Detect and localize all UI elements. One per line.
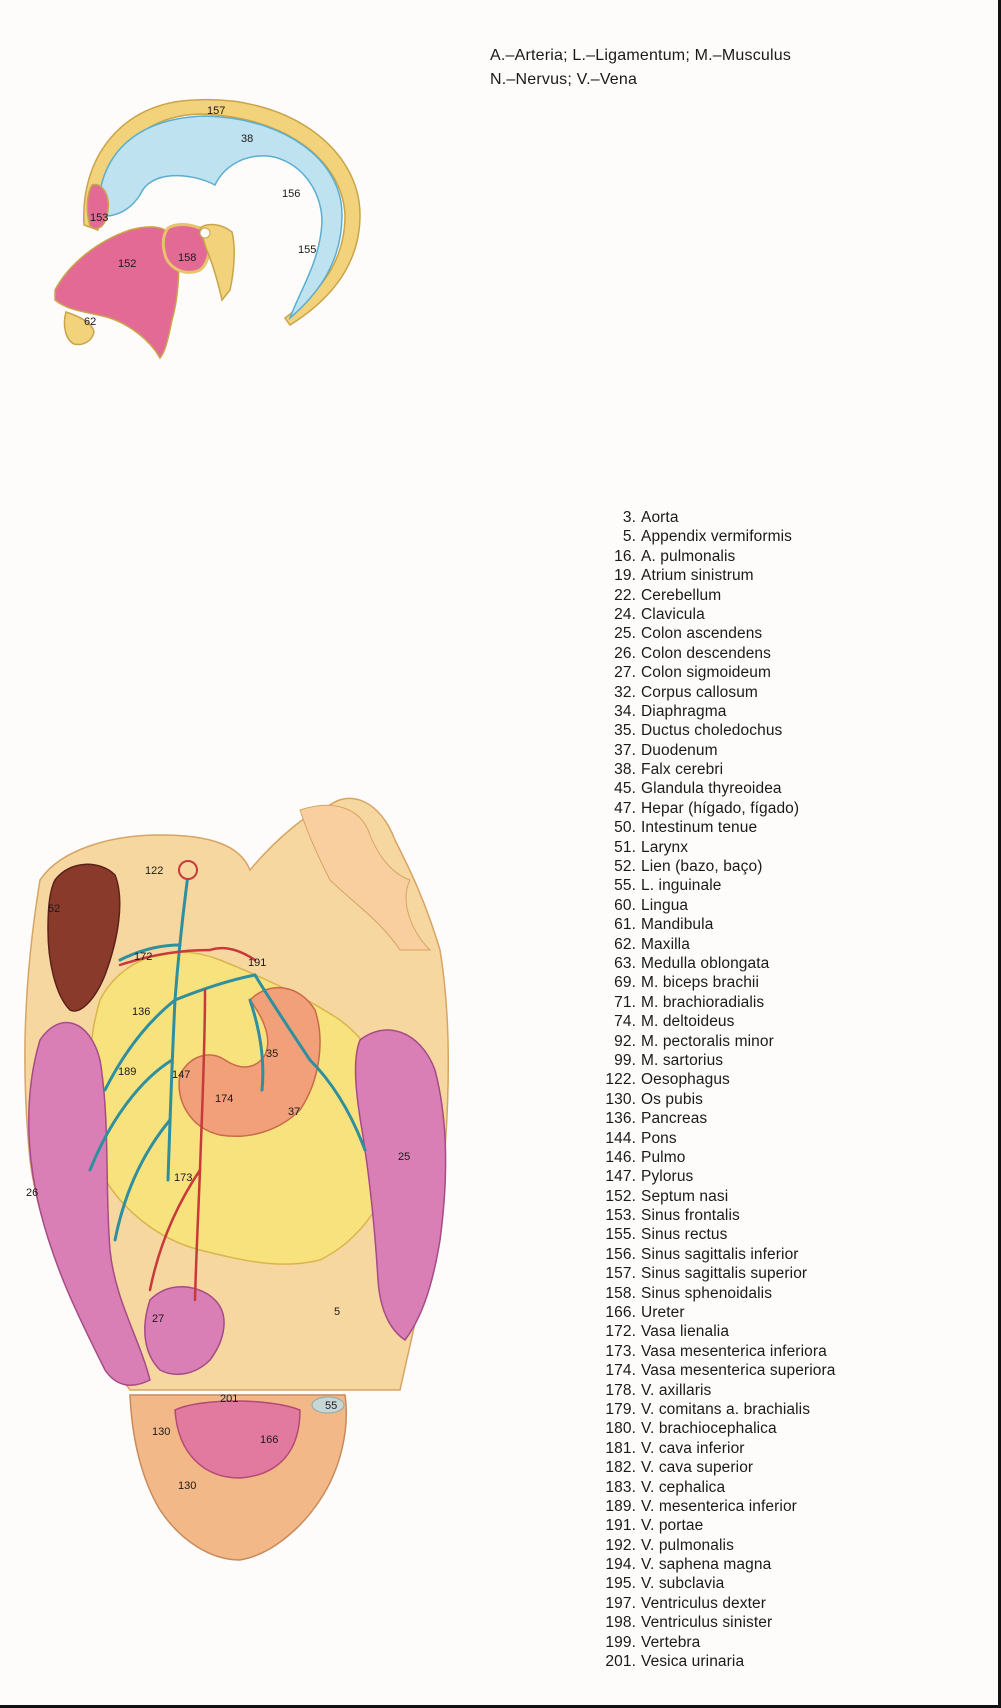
- abbreviation-line-2: N.–Nervus; V.–Vena: [490, 71, 638, 88]
- legend-number: 198.: [605, 1614, 636, 1632]
- legend-number: 194.: [605, 1556, 636, 1574]
- legend-term: Pylorus: [641, 1168, 694, 1186]
- legend-item: [596, 915, 835, 934]
- legend-number: 63.: [614, 954, 636, 972]
- label-122: 122: [145, 865, 164, 877]
- legend-number: 25.: [614, 625, 636, 643]
- label-5: 5: [334, 1306, 341, 1318]
- legend-item: [596, 779, 835, 798]
- legend-number: 146.: [605, 1148, 636, 1166]
- legend-item: [596, 818, 835, 837]
- legend-item: [596, 1032, 835, 1051]
- legend-item: [596, 799, 835, 818]
- label-35: 35: [266, 1048, 279, 1060]
- legend-number: 156.: [605, 1245, 636, 1263]
- legend-item: [596, 1167, 835, 1186]
- legend-item: [596, 1555, 835, 1574]
- legend-item: [596, 1381, 835, 1400]
- legend-term: Pons: [641, 1129, 677, 1147]
- legend-term: Vasa lienalia: [641, 1323, 730, 1341]
- legend-number: 197.: [605, 1594, 636, 1612]
- legend-number: 26.: [614, 644, 636, 662]
- label-38: 38: [241, 133, 254, 145]
- legend-number: 152.: [605, 1187, 636, 1205]
- legend-term: Ductus choledochus: [641, 722, 783, 740]
- legend-number: 24.: [614, 605, 636, 623]
- label-191: 191: [248, 957, 267, 969]
- legend-term: M. biceps brachii: [641, 974, 759, 992]
- legend-item: [596, 935, 835, 954]
- legend-term: Vesica urinaria: [641, 1653, 745, 1671]
- legend-item: [596, 547, 835, 566]
- legend-term: Sinus frontalis: [641, 1207, 740, 1225]
- legend-number: 55.: [614, 877, 636, 895]
- label-157: 157: [207, 105, 226, 117]
- legend-term: V. cava inferior: [641, 1439, 745, 1457]
- legend-term: V. mesenterica inferior: [641, 1497, 797, 1515]
- legend-term: M. brachioradialis: [641, 993, 765, 1011]
- legend-item: [596, 760, 835, 779]
- legend-term: Os pubis: [641, 1090, 703, 1108]
- legend-term: Clavicula: [641, 605, 705, 623]
- legend-item: [596, 1245, 835, 1264]
- legend-number: 189.: [605, 1497, 636, 1515]
- legend-item: [596, 1361, 835, 1380]
- legend-term: M. sartorius: [641, 1051, 724, 1069]
- legend-item: [596, 1322, 835, 1341]
- legend-number: 34.: [614, 702, 636, 720]
- label-174: 174: [215, 1093, 234, 1105]
- legend-item: [596, 1129, 835, 1148]
- label-153: 153: [90, 212, 109, 224]
- legend-term: Sinus sphenoidalis: [641, 1284, 773, 1302]
- legend-item: [596, 683, 835, 702]
- legend-item: [596, 1090, 835, 1109]
- label-130-lower: 130: [178, 1480, 197, 1492]
- legend-number: 5.: [622, 528, 636, 546]
- legend-number: 183.: [605, 1478, 636, 1496]
- legend-item: [596, 1012, 835, 1031]
- legend-number: 179.: [605, 1400, 636, 1418]
- legend-term: Ventriculus sinister: [641, 1614, 773, 1632]
- legend-item: [596, 644, 835, 663]
- label-189: 189: [118, 1066, 137, 1078]
- legend-number: 19.: [614, 567, 636, 585]
- legend-number: 52.: [614, 858, 636, 876]
- legend-term: Diaphragma: [641, 702, 727, 720]
- legend-item: [596, 876, 835, 895]
- legend-number: 92.: [614, 1032, 636, 1050]
- legend-term: V. cephalica: [641, 1478, 726, 1496]
- legend-number: 50.: [614, 819, 636, 837]
- legend-number: 69.: [614, 974, 636, 992]
- legend-number: 181.: [605, 1439, 636, 1457]
- legend-number: 178.: [605, 1381, 636, 1399]
- legend-number: 157.: [605, 1265, 636, 1283]
- legend-item: [596, 1303, 835, 1322]
- legend-term: Atrium sinistrum: [641, 567, 754, 585]
- label-52: 52: [48, 903, 61, 915]
- label-130-upper: 130: [152, 1426, 171, 1438]
- legend-number: 122.: [605, 1071, 636, 1089]
- legend-term: V. comitans a. brachialis: [641, 1400, 811, 1418]
- label-62: 62: [84, 316, 97, 328]
- label-166: 166: [260, 1434, 279, 1446]
- legend-number: 199.: [605, 1633, 636, 1651]
- oesophagus-opening: [179, 861, 197, 879]
- legend-term: Intestinum tenue: [641, 819, 758, 837]
- legend-item: [596, 605, 835, 624]
- legend-term: Sinus rectus: [641, 1226, 728, 1244]
- legend-term: Colon descendens: [641, 644, 771, 662]
- legend-item: [596, 973, 835, 992]
- legend-number: 71.: [614, 993, 636, 1011]
- legend-item: [596, 1439, 835, 1458]
- legend-number: 51.: [614, 838, 636, 856]
- legend-term: Cerebellum: [641, 586, 722, 604]
- legend-term: Colon sigmoideum: [641, 664, 771, 682]
- legend-term: Falx cerebri: [641, 761, 724, 779]
- anatomical-legend: [596, 508, 835, 1671]
- legend-term: V. cava superior: [641, 1459, 754, 1477]
- legend-item: [596, 1478, 835, 1497]
- legend-term: Colon ascendens: [641, 625, 763, 643]
- label-201: 201: [220, 1393, 239, 1405]
- legend-term: Corpus callosum: [641, 683, 758, 701]
- label-147: 147: [172, 1069, 191, 1081]
- legend-term: Aorta: [641, 509, 679, 526]
- legend-term: Duodenum: [641, 741, 718, 759]
- abbreviation-line-1: A.–Arteria; L.–Ligamentum; M.–Musculus: [490, 47, 792, 64]
- legend-item: [596, 1051, 835, 1070]
- legend-number: 180.: [605, 1420, 636, 1438]
- legend-item: [596, 1264, 835, 1283]
- legend-item: [596, 1284, 835, 1303]
- label-156: 156: [282, 188, 301, 200]
- label-158: 158: [178, 252, 197, 264]
- legend-term: V. portae: [641, 1517, 704, 1535]
- legend-item: [596, 1109, 835, 1128]
- legend-term: Hepar (hígado, fígado): [641, 799, 800, 817]
- legend-term: M. deltoideus: [641, 1013, 735, 1031]
- legend-term: Septum nasi: [641, 1187, 729, 1205]
- legend-number: 35.: [614, 722, 636, 740]
- legend-number: 130.: [605, 1090, 636, 1108]
- legend-number: 191.: [605, 1517, 636, 1535]
- legend-item: [596, 663, 835, 682]
- legend-term: L. inguinale: [641, 877, 722, 895]
- legend-term: V. subclavia: [641, 1575, 725, 1593]
- legend-number: 3.: [622, 509, 636, 526]
- legend-term: A. pulmonalis: [641, 547, 736, 565]
- legend-term: Pulmo: [641, 1148, 686, 1166]
- label-136: 136: [132, 1006, 151, 1018]
- legend-term: Larynx: [641, 838, 689, 856]
- legend-term: Glandula thyreoidea: [641, 780, 782, 798]
- legend-number: 158.: [605, 1284, 636, 1302]
- legend-term: V. saphena magna: [641, 1556, 772, 1574]
- legend-number: 60.: [614, 896, 636, 914]
- legend-term: Sinus sagittalis superior: [641, 1265, 808, 1283]
- label-152: 152: [118, 258, 137, 270]
- legend-number: 192.: [605, 1536, 636, 1554]
- legend-number: 16.: [614, 547, 636, 565]
- legend-item: [596, 1613, 835, 1632]
- legend-term: V. pulmonalis: [641, 1536, 734, 1554]
- legend-item: [596, 586, 835, 605]
- legend-item: [596, 527, 835, 546]
- legend-item: [596, 1148, 835, 1167]
- legend-item: [596, 1652, 835, 1671]
- label-173: 173: [174, 1172, 193, 1184]
- legend-number: 61.: [614, 916, 636, 934]
- label-155: 155: [298, 244, 317, 256]
- legend-item: [596, 993, 835, 1012]
- label-25: 25: [398, 1151, 411, 1163]
- legend-number: 27.: [614, 664, 636, 682]
- legend-number: 99.: [614, 1051, 636, 1069]
- legend-term: Lingua: [641, 896, 689, 914]
- legend-number: 32.: [614, 683, 636, 701]
- label-37: 37: [288, 1106, 301, 1118]
- legend-term: Vasa mesenterica inferiora: [641, 1342, 827, 1360]
- label-27: 27: [152, 1313, 165, 1325]
- legend-item: [596, 1342, 835, 1361]
- legend-term: Sinus sagittalis inferior: [641, 1245, 799, 1263]
- legend-number: 195.: [605, 1575, 636, 1593]
- legend-number: 45.: [614, 780, 636, 798]
- legend-item: [596, 1633, 835, 1652]
- legend-term: Maxilla: [641, 935, 690, 953]
- legend-item: [596, 1536, 835, 1555]
- legend-item: [596, 721, 835, 740]
- legend-term: V. axillaris: [641, 1381, 712, 1399]
- legend-item: [596, 857, 835, 876]
- legend-number: 182.: [605, 1459, 636, 1477]
- legend-item: [596, 566, 835, 585]
- legend-item: [596, 741, 835, 760]
- legend-number: 166.: [605, 1304, 636, 1322]
- legend-term: V. brachiocephalica: [641, 1420, 777, 1438]
- legend-term: Appendix vermiformis: [641, 528, 793, 546]
- legend-item: [596, 954, 835, 973]
- legend-item: [596, 1070, 835, 1089]
- legend-item: [596, 1458, 835, 1477]
- legend-term: Vertebra: [641, 1633, 701, 1651]
- legend-number: 201.: [605, 1653, 636, 1671]
- legend-number: 173.: [605, 1342, 636, 1360]
- legend-number: 136.: [605, 1110, 636, 1128]
- legend-term: Mandibula: [641, 916, 714, 934]
- legend-item: [596, 1594, 835, 1613]
- legend-term: Ventriculus dexter: [641, 1594, 767, 1612]
- legend-item: [596, 1187, 835, 1206]
- legend-term: Medulla oblongata: [641, 954, 770, 972]
- legend-number: 62.: [614, 935, 636, 953]
- legend-number: 47.: [614, 799, 636, 817]
- legend-number: 22.: [614, 586, 636, 604]
- legend-term: Ureter: [641, 1304, 685, 1322]
- legend-term: Lien (bazo, baço): [641, 858, 763, 876]
- legend-number: 37.: [614, 741, 636, 759]
- legend-item: [596, 1574, 835, 1593]
- legend-term: Vasa mesenterica superiora: [641, 1362, 836, 1380]
- legend-item: [596, 624, 835, 643]
- legend-number: 153.: [605, 1207, 636, 1225]
- label-26: 26: [26, 1187, 39, 1199]
- legend-item: [596, 1497, 835, 1516]
- legend-term: Oesophagus: [641, 1071, 730, 1089]
- legend-number: 144.: [605, 1129, 636, 1147]
- legend-item: [596, 896, 835, 915]
- legend-item: [596, 838, 835, 857]
- legend-item: [596, 1400, 835, 1419]
- legend-number: 172.: [605, 1323, 636, 1341]
- legend-item: [596, 1419, 835, 1438]
- label-172: 172: [134, 951, 153, 963]
- legend-item: [596, 1225, 835, 1244]
- label-55: 55: [325, 1400, 338, 1412]
- legend-number: 74.: [614, 1013, 636, 1031]
- legend-number: 155.: [605, 1226, 636, 1244]
- legend-number: 174.: [605, 1362, 636, 1380]
- legend-item: [596, 1516, 835, 1535]
- legend-term: Pancreas: [641, 1110, 708, 1128]
- legend-number: 147.: [605, 1168, 636, 1186]
- legend-term: M. pectoralis minor: [641, 1032, 774, 1050]
- legend-item: [596, 508, 835, 527]
- legend-number: 38.: [614, 761, 636, 779]
- legend-item: [596, 1206, 835, 1225]
- legend-item: [596, 702, 835, 721]
